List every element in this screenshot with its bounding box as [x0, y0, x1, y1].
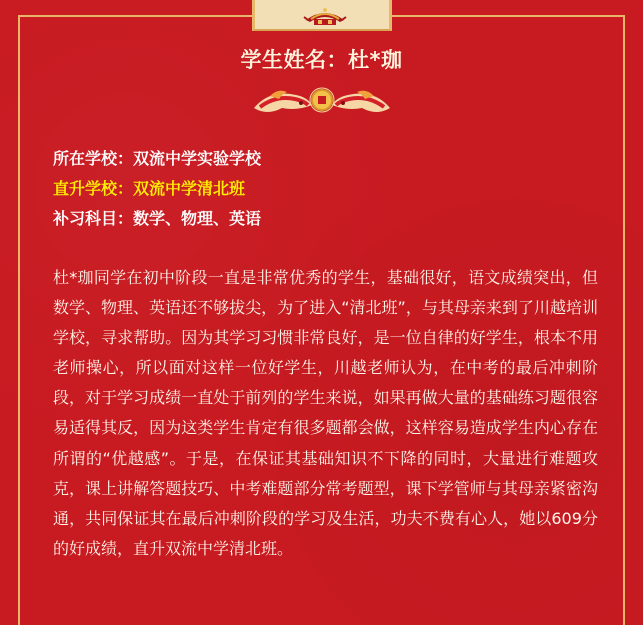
- current-school-value: 双流中学实验学校: [133, 149, 262, 168]
- top-title-badge: [252, 0, 392, 31]
- student-story-paragraph: 杜*珈同学在初中阶段一直是非常优秀的学生，基础很好，语文成绩突出，但数学、物理、英语还不够拔尖，为了进入“清北班”，与其母亲来到了川越培训学校，寻求帮助。因为其学习习惯非常良好，是一位自律的好学生，根本不用老师操心，所以面对这样一位好学生，川越老师认为，在中考的最后冲刺阶段，对于学习成绩一直处于前列的学生来说，如果再做大量的基础练习题很容易适得其反，因为这类学生肯定有很多题都会做，这样容易造成学生内心存在所谓的“优越感”。于是，在保证其基础知识不下降的同时，大量进行难题攻克，课上讲解答题技巧、中考难题部分常考题型，课下学管师与其母亲紧密沟通，共同保证其在最后冲刺阶段的学习及生活，功夫不费有心人，她以609分的好成绩，直升双流中学清北班。: [53, 268, 598, 558]
- subjects-value: 数学、物理、英语: [133, 209, 262, 228]
- current-school-label: 所在学校：: [53, 149, 134, 168]
- subjects-line: [53, 204, 613, 234]
- current-school-line: [53, 144, 613, 174]
- student-name-title: [0, 44, 643, 74]
- student-name-value: 杜*珈: [348, 48, 403, 72]
- student-name-label: 学生姓名：: [240, 48, 348, 72]
- target-school-label: 直升学校：: [53, 179, 134, 198]
- target-school-value: 双流中学清北班: [133, 179, 246, 198]
- target-school-line: [53, 174, 613, 204]
- subjects-label: 补习科目：: [53, 209, 134, 228]
- student-info-list: [53, 144, 613, 234]
- golden-carp-coin-ornament-icon: [252, 83, 392, 118]
- palace-roof-icon: [301, 2, 349, 29]
